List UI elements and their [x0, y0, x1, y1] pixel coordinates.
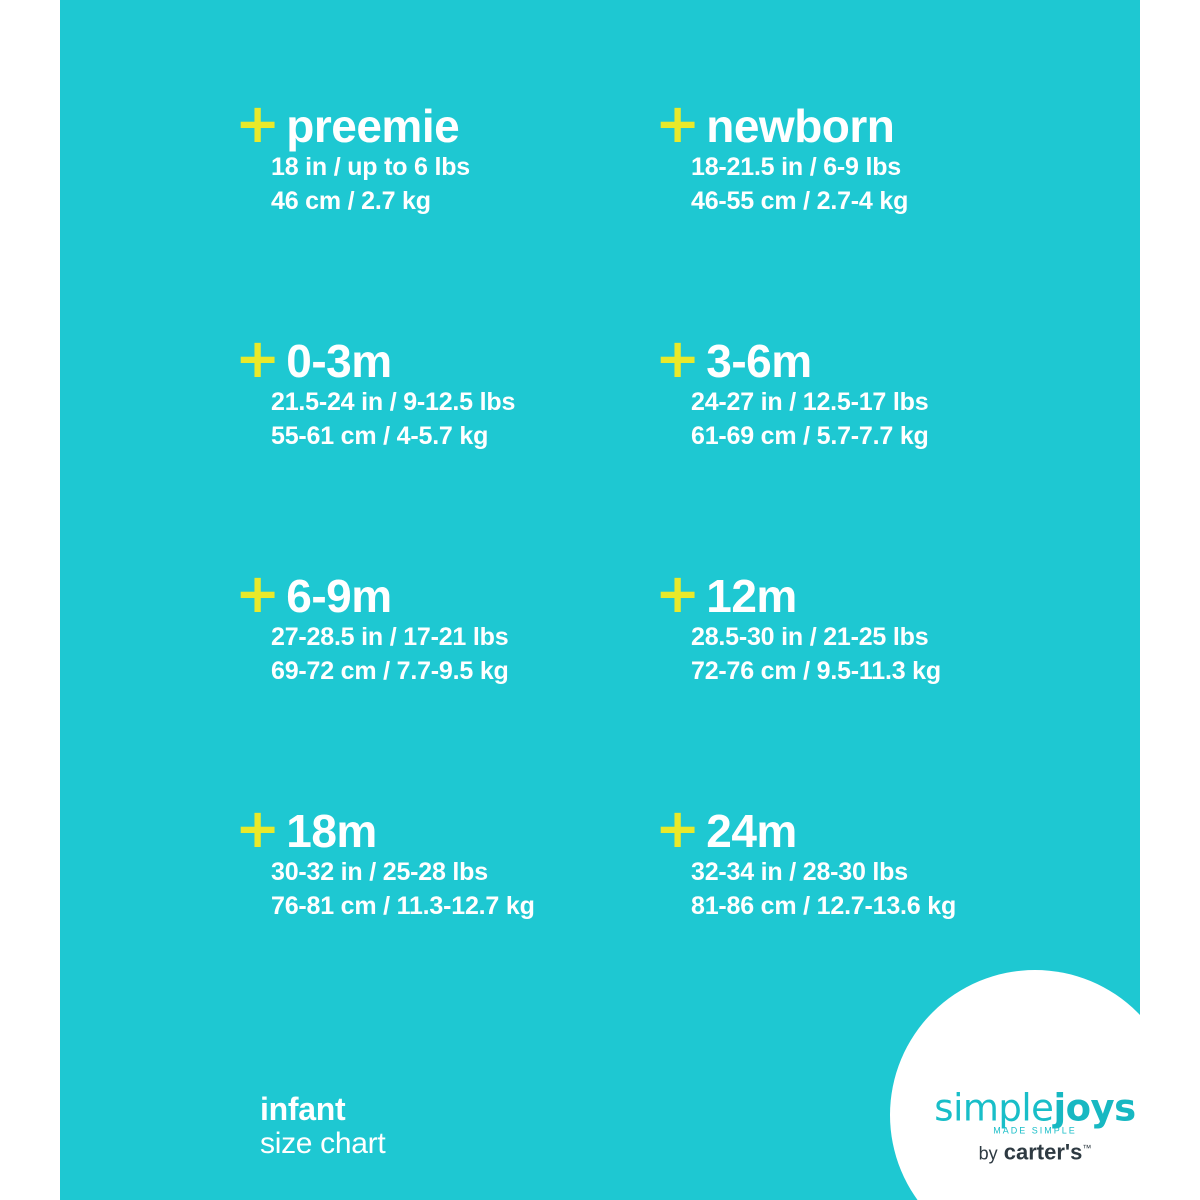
size-label: 18m: [286, 805, 377, 857]
brand-by-line: [905, 1140, 1140, 1166]
teal-panel: [60, 0, 1140, 1200]
size-heading: [655, 562, 1075, 625]
size-imperial: 24-27 in / 12.5-17 lbs: [691, 388, 929, 416]
size-entry-0-3m: [235, 327, 655, 570]
chart-subtitle: size chart: [260, 1127, 386, 1160]
size-heading: [235, 92, 655, 155]
size-entry-3-6m: [655, 327, 1075, 570]
chart-title: infant: [260, 1091, 346, 1128]
size-label: 3-6m: [706, 335, 812, 387]
size-metric: 81-86 cm / 12.7-13.6 kg: [691, 891, 957, 920]
size-entry-6-9m: [235, 562, 655, 805]
brand-word-simple: simple: [934, 1086, 1054, 1130]
size-metric: 72-76 cm / 9.5-11.3 kg: [691, 656, 941, 685]
size-imperial: 30-32 in / 25-28 lbs: [271, 858, 488, 886]
size-heading: [235, 797, 655, 860]
brand-wordmark: [905, 1087, 1140, 1130]
plus-icon: +: [655, 562, 701, 625]
chart-title-block: [260, 1093, 385, 1160]
plus-icon: +: [235, 327, 281, 390]
size-imperial: 28.5-30 in / 21-25 lbs: [691, 623, 929, 651]
size-heading: [235, 327, 655, 390]
brand-by-word: by: [978, 1143, 998, 1164]
size-imperial: 32-34 in / 28-30 lbs: [691, 858, 908, 886]
brand-logo: [905, 1087, 1140, 1166]
size-label: 0-3m: [286, 335, 392, 387]
size-metric: 46 cm / 2.7 kg: [271, 186, 431, 215]
size-metric: 76-81 cm / 11.3-12.7 kg: [271, 891, 535, 920]
size-metric: 69-72 cm / 7.7-9.5 kg: [271, 656, 509, 685]
size-grid: [60, 92, 1140, 1040]
size-label: 24m: [706, 805, 797, 857]
size-label: 12m: [706, 570, 797, 622]
size-label: newborn: [706, 100, 895, 152]
size-heading: [655, 327, 1075, 390]
plus-icon: +: [655, 327, 701, 390]
size-imperial: 18-21.5 in / 6-9 lbs: [691, 153, 901, 181]
size-entry-preemie: [235, 92, 655, 335]
size-entry-newborn: [655, 92, 1075, 335]
brand-word-joys: joys: [1053, 1086, 1136, 1130]
plus-icon: +: [235, 92, 281, 155]
plus-icon: +: [655, 92, 701, 155]
trademark-symbol: ™: [1082, 1143, 1092, 1154]
size-imperial: 21.5-24 in / 9-12.5 lbs: [271, 388, 516, 416]
size-heading: [655, 92, 1075, 155]
size-label: preemie: [286, 100, 460, 152]
size-imperial: 18 in / up to 6 lbs: [271, 153, 471, 181]
plus-icon: +: [235, 797, 281, 860]
size-label: 6-9m: [286, 570, 392, 622]
size-heading: [235, 562, 655, 625]
size-metric: 46-55 cm / 2.7-4 kg: [691, 186, 909, 215]
size-metric: 55-61 cm / 4-5.7 kg: [271, 421, 489, 450]
size-entry-18m: [235, 797, 655, 1040]
size-metric: 61-69 cm / 5.7-7.7 kg: [691, 421, 929, 450]
brand-parent-name: carter's: [1003, 1139, 1083, 1165]
brand-tagline: MADE SIMPLE: [993, 1125, 1077, 1136]
plus-icon: +: [235, 562, 281, 625]
size-entry-12m: [655, 562, 1075, 805]
size-imperial: 27-28.5 in / 17-21 lbs: [271, 623, 509, 651]
plus-icon: +: [655, 797, 701, 860]
size-heading: [655, 797, 1075, 860]
